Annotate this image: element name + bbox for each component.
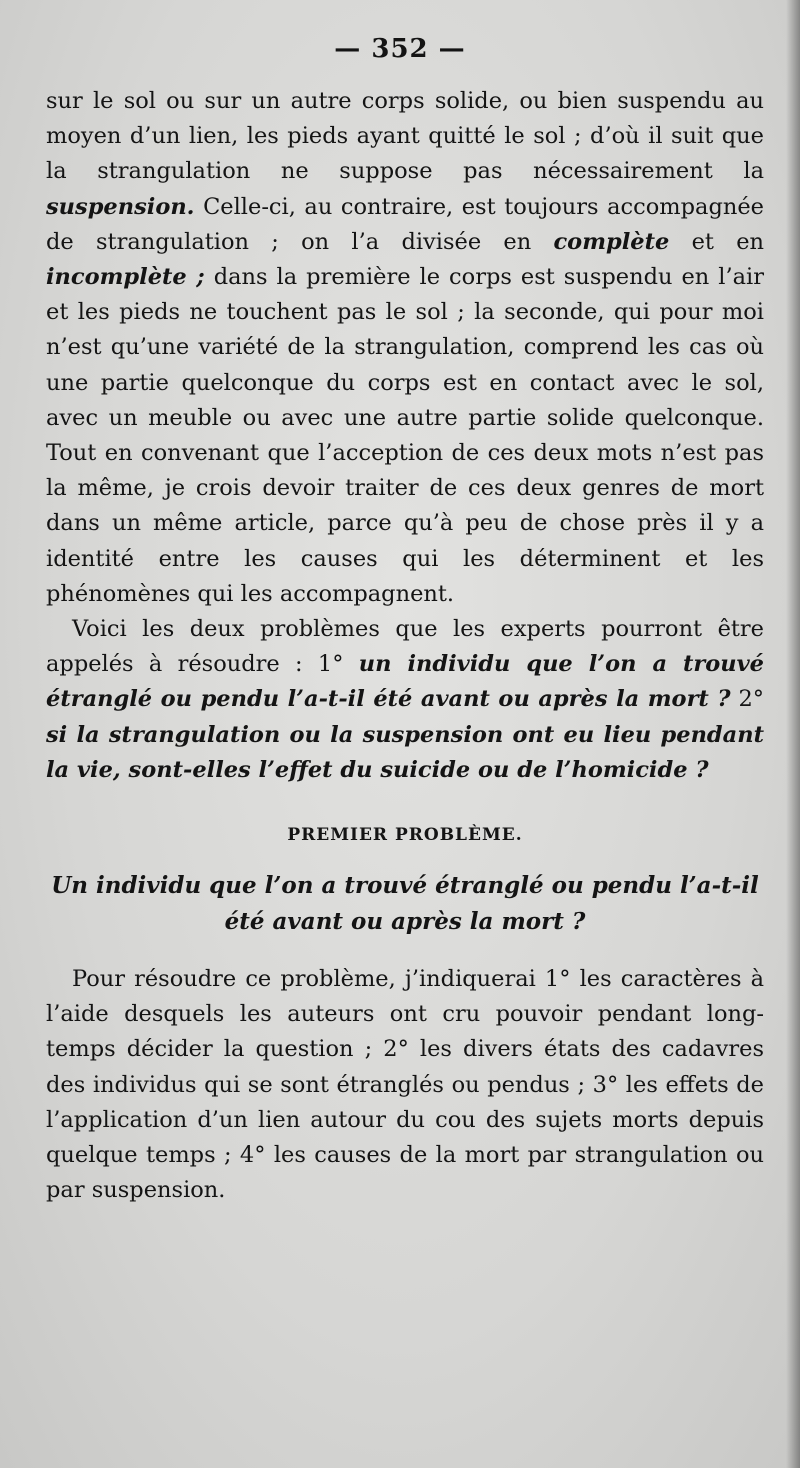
emphasis-suspension: suspension.	[46, 193, 195, 220]
paragraph-text: dans la première le corps est suspendu en l’air et les pieds ne touchent pas le sol ; la seconde, qui pour moi n’est qu’une variété de la strangulation, comprend les cas où une partie quelconque du corps est en contact avec le sol, avec un meuble ou avec une autre partie solide quelconque. Tout en convenant que l’acception de ces deux mots n’est pas la même, je crois devoir traiter de ces deux genres de mort dans un même article, parce qu’à peu de chose près il y a identité entre les causes qui les déterminent et les phénomènes qui les accompagnent.	[46, 264, 765, 607]
emphasis-problem-two: si la strangulation ou la suspension ont eu lieu pendant la vie, sont-elles l’effet du suicide ou de l’homicide ?	[46, 721, 764, 783]
emphasis-incomplete: incomplète ;	[46, 264, 205, 291]
paragraph-method: Pour résoudre ce problème, j’indiquerai 1° les caractères à l’aide desquels les auteurs ont cru pouvoir pendant long-temps décider la question ; 2° les divers états des cadavres des individus qui se sont étranglés ou pendus ; 3° les effets de l’application d’un lien autour du cou des sujets morts depuis quelque temps ; 4° les causes de la mort par strangulation ou par suspension.	[46, 966, 764, 1204]
paragraph-text: 2°	[730, 686, 765, 713]
body-text	[46, 84, 764, 1208]
paragraph-text: et en	[669, 228, 765, 255]
emphasis-complete: complète	[553, 228, 670, 255]
section-subheading: Un individu que l’on a trouvé étranglé ou pendu l’a-t-il été avant ou après la mort ?	[51, 872, 759, 936]
paragraph-problems	[46, 612, 764, 788]
paragraph-definitions	[46, 84, 764, 612]
emphasis-problem-one: un individu que l’on a trouvé étranglé ou pendu l’a-t-il été avant ou après la mort ?	[46, 651, 764, 713]
paragraph-text: sur le sol ou sur un autre corps solide, ou bien suspendu au moyen d’un lien, les pieds ayant quitté le sol ; d’où il suit que la strangulation ne suppose pas nécessairement la	[46, 88, 764, 185]
section-heading: PREMIER PROBLÈME.	[287, 825, 523, 846]
page-number: — 352 —	[334, 34, 466, 64]
paragraph-text: Celle-ci, au contraire, est toujours accompagnée de strangulation ; on l’a divisée en	[46, 193, 764, 255]
paragraph-text: Voici les deux problèmes que les experts pourront être appelés à résoudre : 1°	[46, 616, 764, 678]
